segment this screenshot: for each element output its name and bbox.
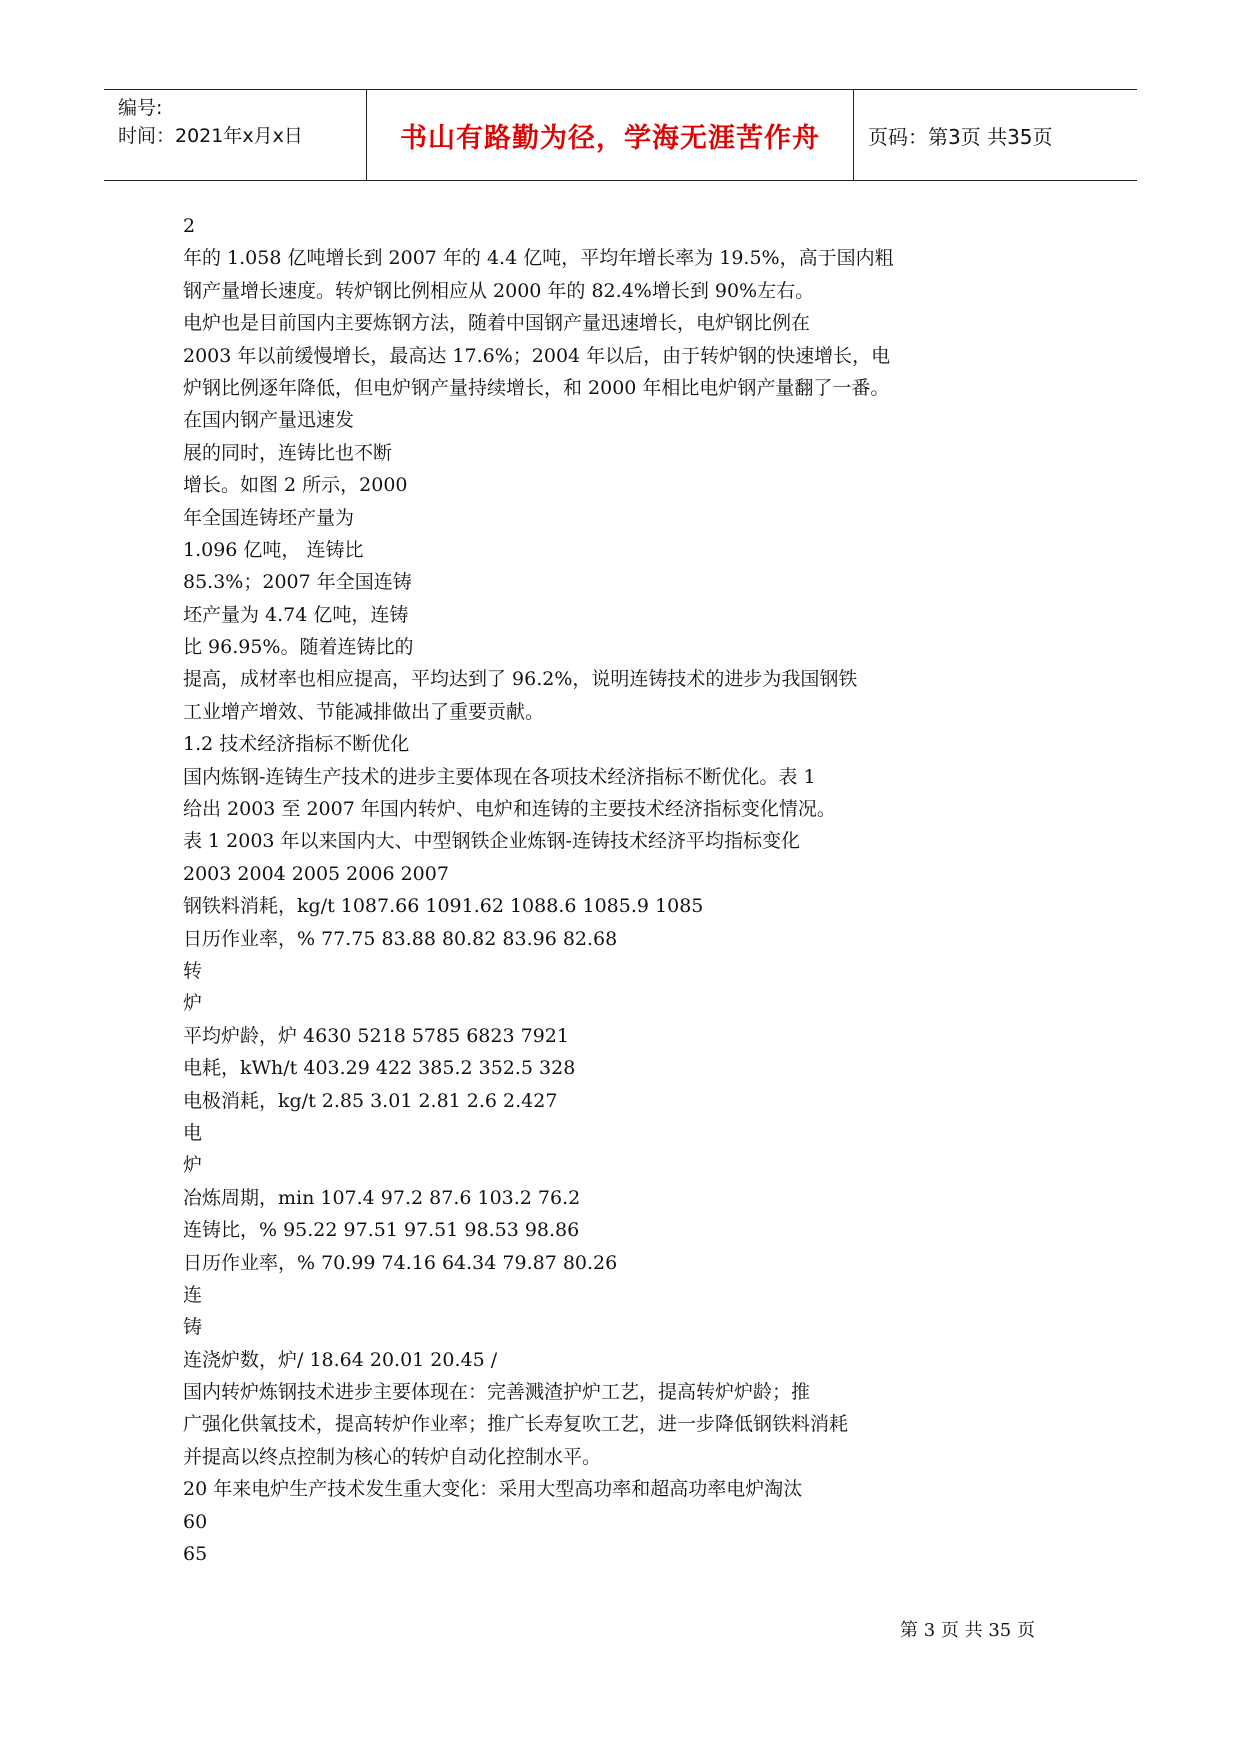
text-line: 电耗，kWh/t 403.29 422 385.2 352.5 328 bbox=[183, 1057, 576, 1080]
text-line: 1.2 技术经济指标不断优化 bbox=[183, 733, 410, 756]
text-line: 电炉也是目前国内主要炼钢方法，随着中国钢产量迅速增长，电炉钢比例在 bbox=[183, 312, 811, 335]
text-line: 炉 bbox=[183, 992, 203, 1015]
text-line: 提高，成材率也相应提高，平均达到了 96.2%，说明连铸技术的进步为我国钢铁 bbox=[183, 668, 858, 691]
text-line: 连浇炉数，炉/ 18.64 20.01 20.45 / bbox=[183, 1348, 498, 1371]
text-line: 85.3%；2007 年全国连铸 bbox=[183, 571, 412, 594]
text-line: 比 96.95%。随着连铸比的 bbox=[183, 636, 414, 659]
header-page-label: 页码：第3页 共35页 bbox=[868, 124, 1053, 149]
text-line: 电 bbox=[183, 1121, 203, 1144]
text-line: 广强化供氧技术，提高转炉作业率；推广长寿复吹工艺，进一步降低钢铁料消耗 bbox=[183, 1413, 849, 1436]
text-line: 坯产量为 4.74 亿吨，连铸 bbox=[183, 603, 409, 626]
text-line: 在国内钢产量迅速发 bbox=[183, 409, 355, 432]
document-number-label: 编号: bbox=[118, 97, 163, 119]
text-line: 表 1 2003 年以来国内大、中型钢铁企业炼钢-连铸技术经济平均指标变化 bbox=[183, 830, 800, 853]
text-line: 2003 年以前缓慢增长，最高达 17.6%；2004 年以后，由于转炉钢的快速增长，电 bbox=[183, 344, 891, 367]
text-line: 转 bbox=[183, 959, 203, 982]
text-line: 国内炼钢-连铸生产技术的进步主要体现在各项技术经济指标不断优化。表 1 bbox=[183, 765, 816, 788]
document-header bbox=[104, 89, 1137, 181]
text-line: 2003 2004 2005 2006 2007 bbox=[183, 862, 449, 885]
text-line: 年的 1.058 亿吨增长到 2007 年的 4.4 亿吨，平均年增长率为 19.5%，高于国内粗 bbox=[183, 247, 894, 270]
text-line: 国内转炉炼钢技术进步主要体现在：完善溅渣护炉工艺，提高转炉炉龄；推 bbox=[183, 1381, 811, 1404]
text-line: 连 bbox=[183, 1283, 203, 1306]
text-line: 冶炼周期，min 107.4 97.2 87.6 103.2 76.2 bbox=[183, 1186, 581, 1209]
header-motto: 书山有路勤为径，学海无涯苦作舟 bbox=[367, 90, 854, 180]
text-line: 平均炉龄，炉 4630 5218 5785 6823 7921 bbox=[183, 1024, 569, 1047]
text-line: 炉钢比例逐年降低，但电炉钢产量持续增长，和 2000 年相比电炉钢产量翻了一番。 bbox=[183, 376, 890, 399]
text-line: 20 年来电炉生产技术发生重大变化：采用大型高功率和超高功率电炉淘汰 bbox=[183, 1478, 803, 1501]
text-line: 连铸比，% 95.22 97.51 97.51 98.53 98.86 bbox=[183, 1219, 580, 1242]
text-line: 增长。如图 2 所示，2000 bbox=[183, 474, 408, 497]
text-line: 年全国连铸坯产量为 bbox=[183, 506, 355, 529]
text-line: 钢铁料消耗，kg/t 1087.66 1091.62 1088.6 1085.9 1085 bbox=[183, 895, 704, 918]
text-line: 展的同时，连铸比也不断 bbox=[183, 441, 393, 464]
text-line: 并提高以终点控制为核心的转炉自动化控制水平。 bbox=[183, 1445, 602, 1468]
text-line: 炉 bbox=[183, 1154, 203, 1177]
text-line: 2 bbox=[183, 215, 196, 237]
text-line: 钢产量增长速度。转炉钢比例相应从 2000 年的 82.4%增长到 90%左右。 bbox=[183, 279, 815, 302]
text-line: 铸 bbox=[183, 1316, 203, 1339]
document-body bbox=[183, 210, 1003, 1570]
document-time-label: 时间：2021年x月x日 bbox=[118, 125, 303, 147]
text-line: 60 bbox=[183, 1510, 208, 1533]
text-line: 65 bbox=[183, 1543, 208, 1566]
text-line: 日历作业率，% 70.99 74.16 64.34 79.87 80.26 bbox=[183, 1251, 618, 1274]
text-line: 电极消耗，kg/t 2.85 3.01 2.81 2.6 2.427 bbox=[183, 1089, 558, 1112]
text-line: 日历作业率，% 77.75 83.88 80.82 83.96 82.68 bbox=[183, 927, 618, 950]
header-info-cell bbox=[104, 90, 367, 180]
text-line: 给出 2003 至 2007 年国内转炉、电炉和连铸的主要技术经济指标变化情况。 bbox=[183, 798, 836, 821]
page-footer: 第 3 页 共 35 页 bbox=[900, 1620, 1035, 1641]
text-line: 1.096 亿吨， 连铸比 bbox=[183, 538, 364, 561]
text-line: 工业增产增效、节能减排做出了重要贡献。 bbox=[183, 700, 545, 723]
